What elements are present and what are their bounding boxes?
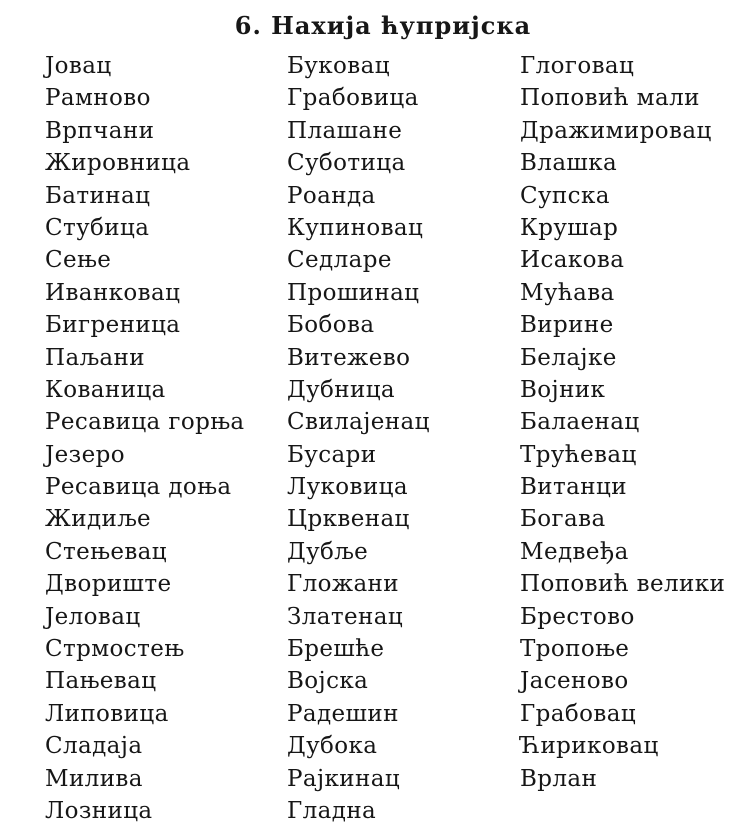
village-name: Гладна <box>287 797 377 824</box>
village-name: Рамново <box>45 85 151 112</box>
village-name: Поповић мали <box>520 85 700 112</box>
village-name: Јасеново <box>520 668 629 695</box>
village-name: Прошинац <box>287 279 420 306</box>
village-name-columns <box>45 50 736 827</box>
village-name: Супска <box>520 182 610 209</box>
village-name: Балаенац <box>520 409 640 436</box>
village-name: Иванковац <box>45 279 181 306</box>
village-name: Роанда <box>287 182 376 209</box>
village-name: Бобова <box>287 312 375 339</box>
village-name: Кованица <box>45 376 166 403</box>
village-name: Плашане <box>287 117 403 144</box>
village-name: Брешће <box>287 636 385 663</box>
village-name: Лозница <box>45 797 153 824</box>
village-name: Поповић велики <box>520 571 726 598</box>
village-name: Војник <box>520 376 606 403</box>
village-name: Дубока <box>287 733 378 760</box>
village-name: Крушар <box>520 214 619 241</box>
village-name: Свилајенац <box>287 409 430 436</box>
village-name: Суботица <box>287 150 406 177</box>
village-name: Медвеђа <box>520 538 629 565</box>
village-name: Грабовац <box>520 700 637 727</box>
village-name: Тропоње <box>520 636 630 663</box>
village-name: Глоговац <box>520 53 635 79</box>
village-name: Бусари <box>287 441 377 468</box>
village-name: Стубица <box>45 214 150 241</box>
village-name: Дубница <box>287 376 396 403</box>
village-name: Радешин <box>287 700 399 727</box>
village-name: Јеловац <box>45 603 141 630</box>
village-name: Влашка <box>520 150 618 177</box>
village-name: Брестово <box>520 603 635 630</box>
village-name: Батинац <box>45 182 151 209</box>
village-name: Дражимировац <box>520 117 712 144</box>
village-name: Сење <box>45 247 112 274</box>
village-name: Милива <box>45 765 143 792</box>
village-name: Жидиље <box>45 506 152 533</box>
village-name: Двориште <box>45 571 172 598</box>
village-name: Сладаја <box>45 733 143 760</box>
village-name: Црквенац <box>287 506 410 533</box>
village-name: Вирине <box>520 312 614 339</box>
village-name: Ресавица горња <box>45 409 245 436</box>
village-name: Војска <box>287 668 369 695</box>
village-name: Седларе <box>287 247 392 274</box>
village-name: Пањевац <box>45 668 157 695</box>
village-name: Мућава <box>520 279 615 306</box>
village-column-1 <box>45 50 287 827</box>
village-name: Луковица <box>287 474 408 501</box>
village-name: Гложани <box>287 571 400 598</box>
village-name: Ћириковац <box>520 733 659 760</box>
village-column-2 <box>287 50 520 827</box>
village-name: Витежево <box>287 344 411 371</box>
village-column-3 <box>520 50 736 795</box>
village-name: Витанци <box>520 474 627 501</box>
village-name: Купиновац <box>287 214 424 241</box>
village-name: Трућевац <box>520 441 637 468</box>
village-name: Ресавица доња <box>45 474 232 501</box>
village-name: Дубље <box>287 538 369 565</box>
village-name: Белајке <box>520 344 617 371</box>
village-name: Златенац <box>287 603 404 630</box>
village-name: Врпчани <box>45 117 155 144</box>
village-name: Жировница <box>45 150 191 177</box>
village-name: Буковац <box>287 53 390 79</box>
section-heading: 6. Нахија ћупријска <box>234 11 532 40</box>
village-name: Богава <box>520 506 606 533</box>
village-name: Јовац <box>45 53 112 79</box>
village-name: Језеро <box>45 441 125 468</box>
village-name: Врлан <box>520 765 598 792</box>
village-name: Исакова <box>520 247 625 274</box>
village-name: Паљани <box>45 344 145 371</box>
village-name: Стењевац <box>45 538 167 565</box>
village-name: Грабовица <box>287 85 419 112</box>
village-name: Липовица <box>45 700 169 727</box>
village-name: Бигреница <box>45 312 181 339</box>
village-name: Стрмостењ <box>45 636 185 663</box>
village-name: Рајкинац <box>287 765 401 792</box>
